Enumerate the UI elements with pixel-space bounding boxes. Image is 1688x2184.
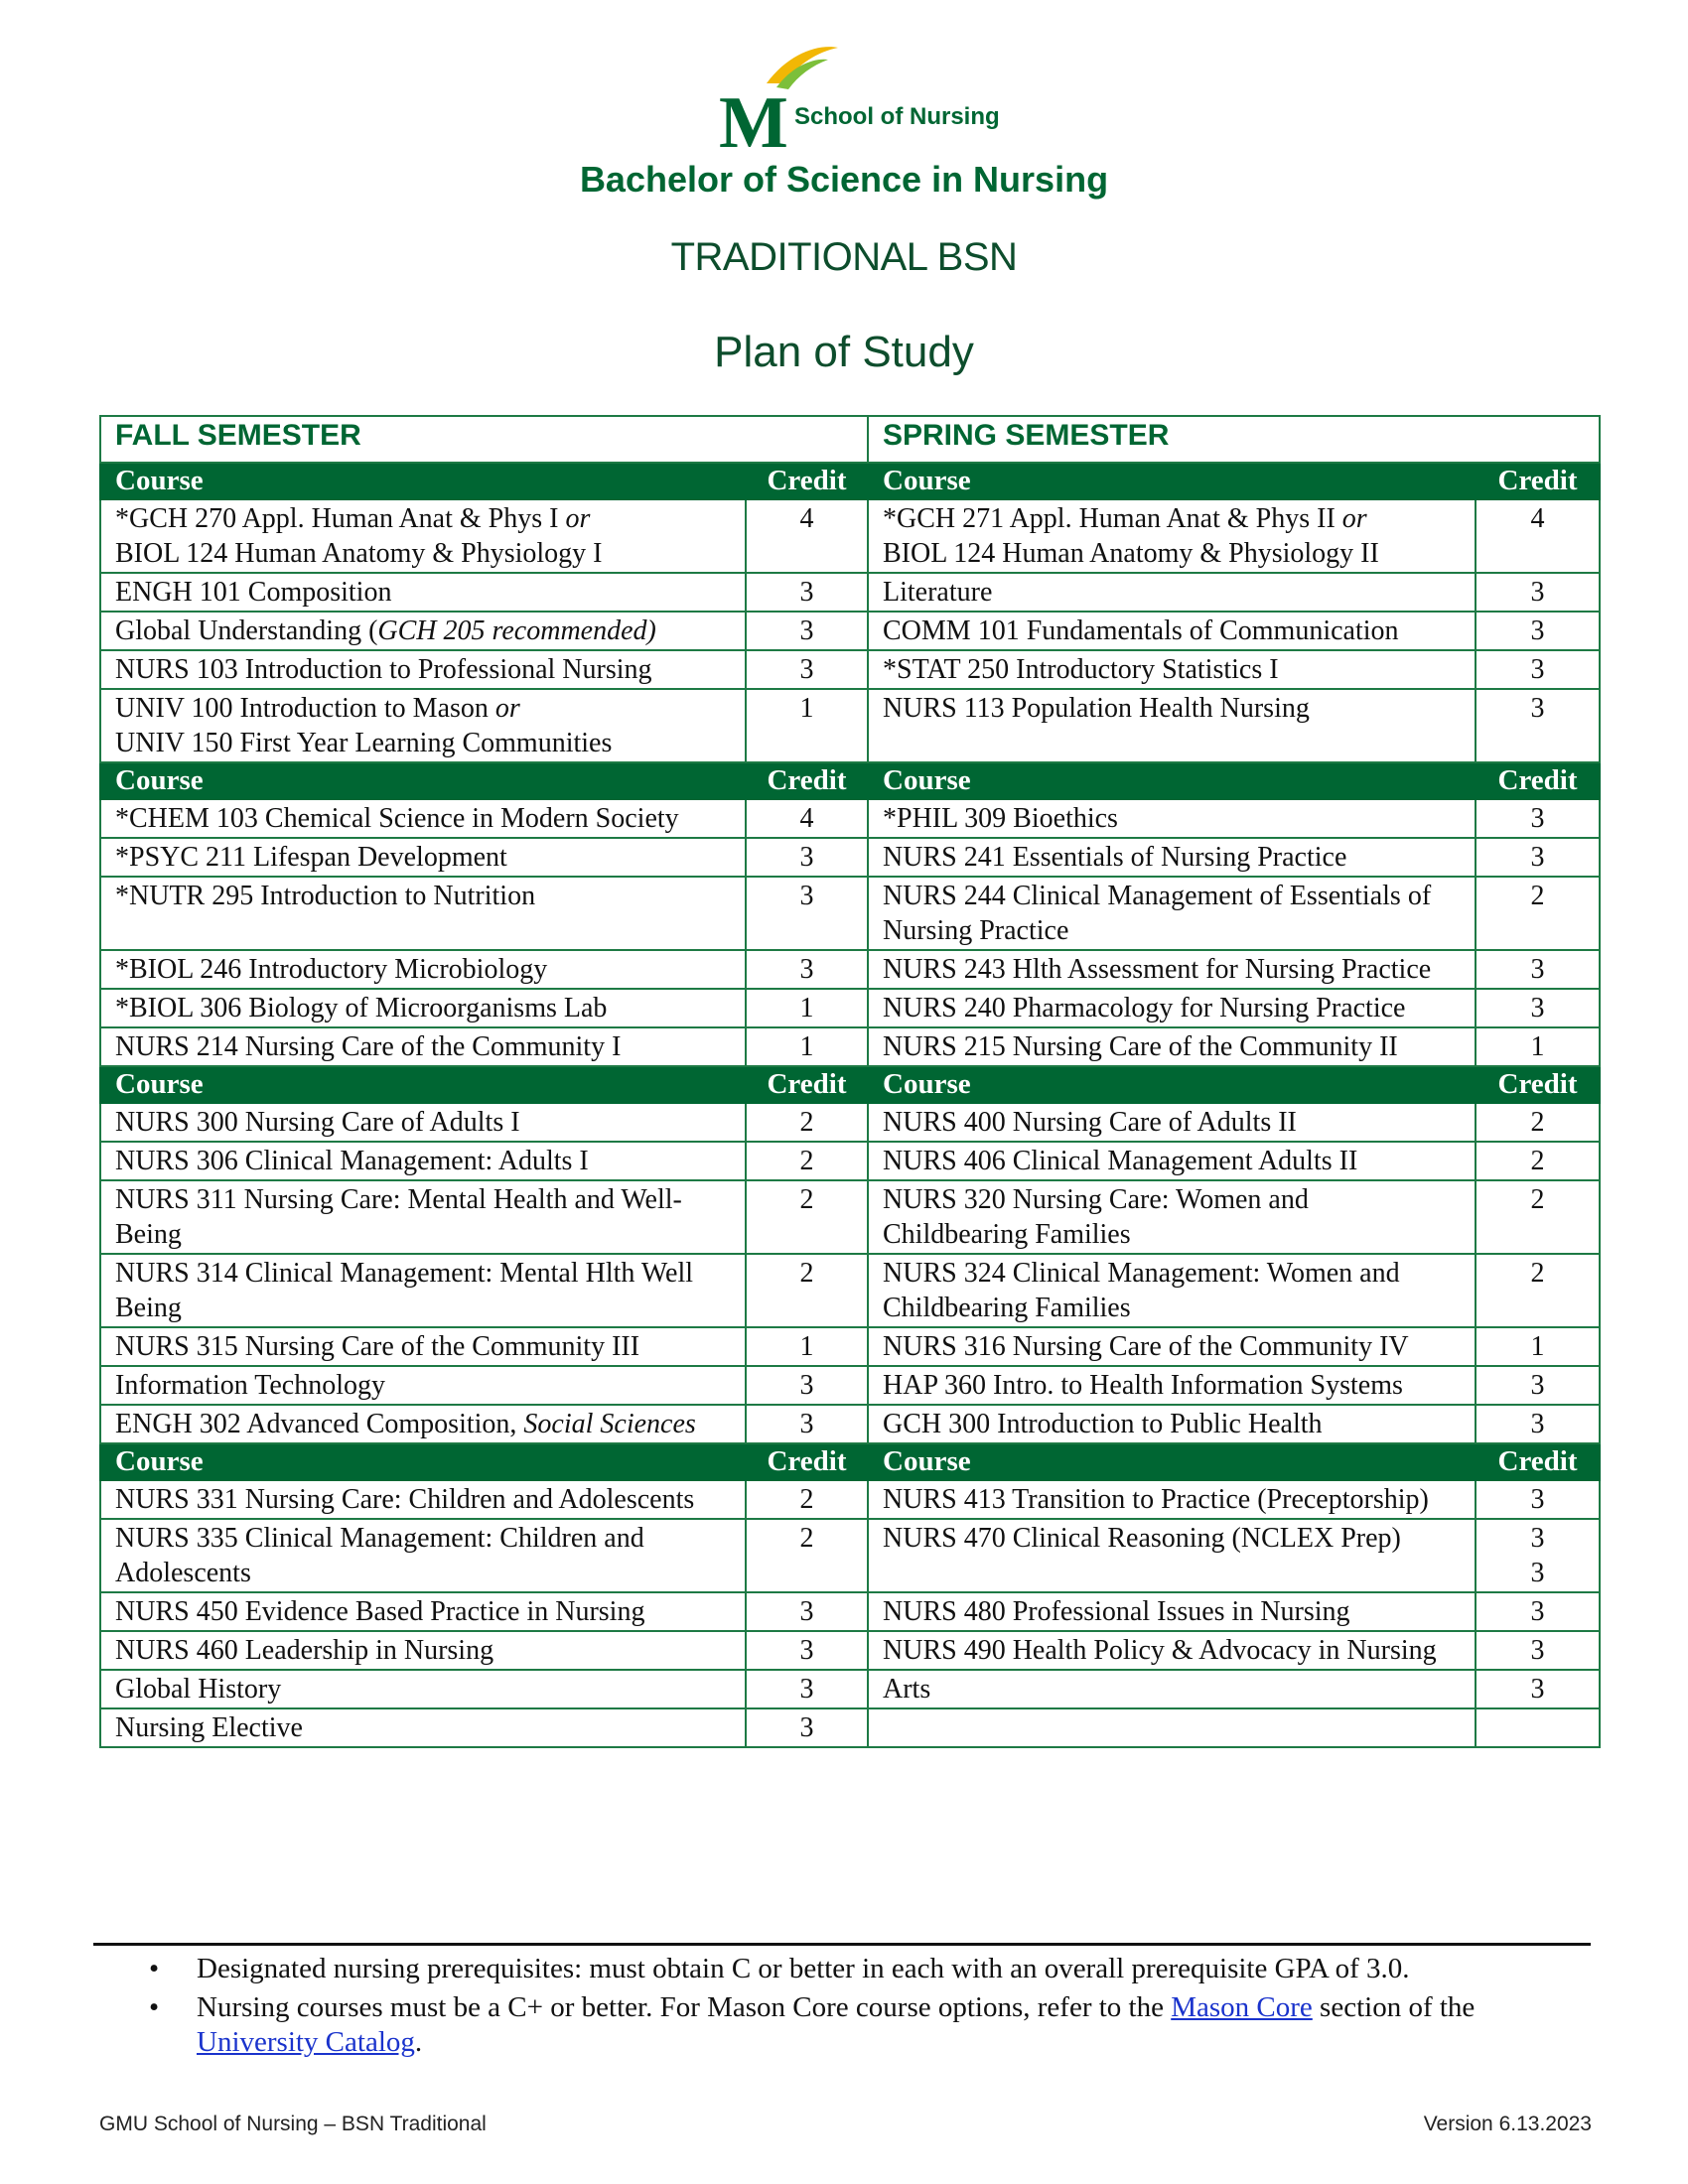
table-row — [100, 1405, 1600, 1443]
column-header-row — [100, 1066, 1600, 1103]
course-header: Course — [100, 1066, 746, 1103]
spring-credit: 3 3 — [1476, 1519, 1600, 1592]
mason-core-link[interactable]: Mason Core — [1171, 1991, 1313, 2023]
fall-semester-label: FALL SEMESTER — [100, 416, 868, 463]
table-row — [100, 1142, 1600, 1180]
fall-credit: 2 — [746, 1254, 868, 1327]
fall-course: NURS 300 Nursing Care of Adults I — [100, 1103, 746, 1142]
table-row — [100, 838, 1600, 877]
spring-credit: 3 — [1476, 1366, 1600, 1405]
table-row — [100, 1592, 1600, 1631]
program-subtitle: TRADITIONAL BSN — [670, 235, 1018, 279]
table-row — [100, 650, 1600, 689]
spring-credit: 3 — [1476, 950, 1600, 989]
fall-course: Nursing Elective — [100, 1708, 746, 1747]
spring-course: NURS 316 Nursing Care of the Community IV — [868, 1327, 1476, 1366]
fall-credit: 3 — [746, 838, 868, 877]
bullet-icon: • — [149, 1991, 160, 2023]
fall-credit: 4 — [746, 499, 868, 573]
spring-course: NURS 413 Transition to Practice (Preceptorship) — [868, 1480, 1476, 1519]
spring-course: GCH 300 Introduction to Public Health — [868, 1405, 1476, 1443]
fall-course: UNIV 100 Introduction to Mason or UNIV 150 First Year Learning Communities — [100, 689, 746, 762]
table-row — [100, 1027, 1600, 1066]
fall-course: Global History — [100, 1670, 746, 1708]
column-header-row — [100, 1443, 1600, 1480]
fall-course: *PSYC 211 Lifespan Development — [100, 838, 746, 877]
spring-course: NURS 243 Hlth Assessment for Nursing Practice — [868, 950, 1476, 989]
table-row — [100, 689, 1600, 762]
fall-credit: 1 — [746, 1327, 868, 1366]
table-row — [100, 1670, 1600, 1708]
table-row — [100, 1708, 1600, 1747]
fall-credit: 3 — [746, 1631, 868, 1670]
footnote-item — [149, 1952, 1579, 1986]
fall-credit: 3 — [746, 1592, 868, 1631]
credit-header: Credit — [1476, 1443, 1600, 1480]
fall-credit: 1 — [746, 1027, 868, 1066]
spring-course: NURS 490 Health Policy & Advocacy in Nursing — [868, 1631, 1476, 1670]
table-row — [100, 1103, 1600, 1142]
spring-credit: 3 — [1476, 650, 1600, 689]
spring-credit — [1476, 1708, 1600, 1747]
spring-course: COMM 101 Fundamentals of Communication — [868, 612, 1476, 650]
plan-heading: Plan of Study — [714, 328, 974, 376]
table-row — [100, 877, 1600, 950]
fall-course: *GCH 270 Appl. Human Anat & Phys I or BIOL 124 Human Anatomy & Physiology I — [100, 499, 746, 573]
table-row — [100, 499, 1600, 573]
spring-course: Arts — [868, 1670, 1476, 1708]
course-header: Course — [100, 1443, 746, 1480]
fall-credit: 4 — [746, 799, 868, 838]
footnote-text: Designated nursing prerequisites: must obtain C or better in each with an overall prerequisite GPA of 3.0. — [197, 1953, 1410, 1984]
spring-course: NURS 324 Clinical Management: Women and Childbearing Families — [868, 1254, 1476, 1327]
credit-header: Credit — [746, 463, 868, 499]
school-name: School of Nursing — [794, 103, 1000, 130]
fall-course: NURS 335 Clinical Management: Children and Adolescents — [100, 1519, 746, 1592]
spring-credit: 1 — [1476, 1027, 1600, 1066]
spring-credit: 2 — [1476, 1103, 1600, 1142]
fall-course: *CHEM 103 Chemical Science in Modern Society — [100, 799, 746, 838]
fall-credit: 3 — [746, 650, 868, 689]
logo-m-mark: M — [719, 82, 788, 153]
plan-of-study-table — [99, 415, 1601, 1748]
credit-header: Credit — [746, 1066, 868, 1103]
semester-header-row — [100, 416, 1600, 463]
footer-left: GMU School of Nursing – BSN Traditional — [99, 2113, 487, 2135]
spring-course: Literature — [868, 573, 1476, 612]
spring-course: NURS 113 Population Health Nursing — [868, 689, 1476, 762]
spring-credit: 3 — [1476, 989, 1600, 1027]
spring-semester-label: SPRING SEMESTER — [868, 416, 1600, 463]
fall-credit: 2 — [746, 1103, 868, 1142]
table-row — [100, 799, 1600, 838]
fall-credit: 3 — [746, 573, 868, 612]
fall-credit: 2 — [746, 1519, 868, 1592]
fall-course: *BIOL 246 Introductory Microbiology — [100, 950, 746, 989]
spring-credit: 2 — [1476, 1254, 1600, 1327]
fall-credit: 2 — [746, 1480, 868, 1519]
credit-header: Credit — [746, 762, 868, 799]
footnotes-list — [149, 1952, 1579, 2064]
column-header-row — [100, 463, 1600, 499]
course-header: Course — [868, 1443, 1476, 1480]
course-header: Course — [100, 762, 746, 799]
spring-course: NURS 406 Clinical Management Adults II — [868, 1142, 1476, 1180]
spring-credit: 3 — [1476, 612, 1600, 650]
spring-course: HAP 360 Intro. to Health Information Systems — [868, 1366, 1476, 1405]
fall-credit: 2 — [746, 1142, 868, 1180]
footnote-item: • Nursing courses must be a C+ or better. For Mason Core course options, refer to the Mason Core section of the University Catalog. — [149, 1991, 1476, 2058]
table-row — [100, 573, 1600, 612]
fall-course: ENGH 101 Composition — [100, 573, 746, 612]
course-header: Course — [868, 1066, 1476, 1103]
footnote-text: Nursing courses must be a C+ or better. For Mason Core course options, refer to the — [197, 1991, 1172, 2023]
spring-course: *STAT 250 Introductory Statistics I — [868, 650, 1476, 689]
spring-credit: 2 — [1476, 1142, 1600, 1180]
table-row — [100, 1480, 1600, 1519]
fall-credit: 3 — [746, 1405, 868, 1443]
spring-course — [868, 1708, 1476, 1747]
fall-credit: 3 — [746, 1366, 868, 1405]
spring-credit: 2 — [1476, 877, 1600, 950]
spring-credit: 3 — [1476, 1480, 1600, 1519]
course-header: Course — [868, 463, 1476, 499]
fall-course: NURS 450 Evidence Based Practice in Nursing — [100, 1592, 746, 1631]
footer-version: Version 6.13.2023 — [1423, 2113, 1592, 2135]
fall-course: NURS 331 Nursing Care: Children and Adolescents — [100, 1480, 746, 1519]
table-row — [100, 1180, 1600, 1254]
fall-course: *BIOL 306 Biology of Microorganisms Lab — [100, 989, 746, 1027]
spring-credit: 3 — [1476, 689, 1600, 762]
fall-course: NURS 460 Leadership in Nursing — [100, 1631, 746, 1670]
spring-course: NURS 215 Nursing Care of the Community II — [868, 1027, 1476, 1066]
spring-credit: 3 — [1476, 573, 1600, 612]
table-row — [100, 950, 1600, 989]
fall-credit: 3 — [746, 950, 868, 989]
spring-credit: 3 — [1476, 838, 1600, 877]
spring-credit: 3 — [1476, 1592, 1600, 1631]
fall-course: NURS 214 Nursing Care of the Community I — [100, 1027, 746, 1066]
spring-course: NURS 241 Essentials of Nursing Practice — [868, 838, 1476, 877]
fall-credit: 1 — [746, 689, 868, 762]
fall-credit: 1 — [746, 989, 868, 1027]
fall-course: NURS 314 Clinical Management: Mental Hlth Well Being — [100, 1254, 746, 1327]
spring-credit: 3 — [1476, 799, 1600, 838]
spring-credit: 4 — [1476, 499, 1600, 573]
spring-course: NURS 244 Clinical Management of Essentials of Nursing Practice — [868, 877, 1476, 950]
table-row — [100, 612, 1600, 650]
credit-header: Credit — [1476, 463, 1600, 499]
fall-credit: 3 — [746, 1670, 868, 1708]
fall-credit: 3 — [746, 877, 868, 950]
table-row — [100, 1254, 1600, 1327]
fall-course: NURS 103 Introduction to Professional Nursing — [100, 650, 746, 689]
course-header: Course — [100, 463, 746, 499]
spring-course: NURS 480 Professional Issues in Nursing — [868, 1592, 1476, 1631]
fall-course: Global Understanding (GCH 205 recommended) — [100, 612, 746, 650]
gmu-logo — [719, 44, 1007, 153]
program-title: Bachelor of Science in Nursing — [579, 159, 1109, 200]
footnote-divider — [93, 1943, 1591, 1946]
spring-course: *PHIL 309 Bioethics — [868, 799, 1476, 838]
credit-header: Credit — [1476, 762, 1600, 799]
spring-credit: 2 — [1476, 1180, 1600, 1254]
table-row — [100, 1631, 1600, 1670]
spring-course: *GCH 271 Appl. Human Anat & Phys II or BIOL 124 Human Anatomy & Physiology II — [868, 499, 1476, 573]
spring-course: NURS 240 Pharmacology for Nursing Practice — [868, 989, 1476, 1027]
spring-credit: 1 — [1476, 1327, 1600, 1366]
fall-credit: 3 — [746, 1708, 868, 1747]
spring-course: NURS 470 Clinical Reasoning (NCLEX Prep) — [868, 1519, 1476, 1592]
spring-course: NURS 400 Nursing Care of Adults II — [868, 1103, 1476, 1142]
table-row — [100, 989, 1600, 1027]
university-catalog-link[interactable]: University Catalog — [197, 2026, 415, 2058]
bullet-icon: • — [149, 1953, 160, 1984]
spring-credit: 3 — [1476, 1631, 1600, 1670]
spring-course: NURS 320 Nursing Care: Women and Childbearing Families — [868, 1180, 1476, 1254]
fall-credit: 3 — [746, 612, 868, 650]
fall-course: ENGH 302 Advanced Composition, Social Sciences — [100, 1405, 746, 1443]
table-row — [100, 1519, 1600, 1592]
course-header: Course — [868, 762, 1476, 799]
spring-credit: 3 — [1476, 1405, 1600, 1443]
table-row — [100, 1366, 1600, 1405]
fall-course: NURS 311 Nursing Care: Mental Health and Well-Being — [100, 1180, 746, 1254]
credit-header: Credit — [746, 1443, 868, 1480]
fall-course: Information Technology — [100, 1366, 746, 1405]
spring-credit: 3 — [1476, 1670, 1600, 1708]
fall-course: *NUTR 295 Introduction to Nutrition — [100, 877, 746, 950]
fall-course: NURS 315 Nursing Care of the Community III — [100, 1327, 746, 1366]
credit-header: Credit — [1476, 1066, 1600, 1103]
column-header-row — [100, 762, 1600, 799]
fall-course: NURS 306 Clinical Management: Adults I — [100, 1142, 746, 1180]
table-row — [100, 1327, 1600, 1366]
fall-credit: 2 — [746, 1180, 868, 1254]
